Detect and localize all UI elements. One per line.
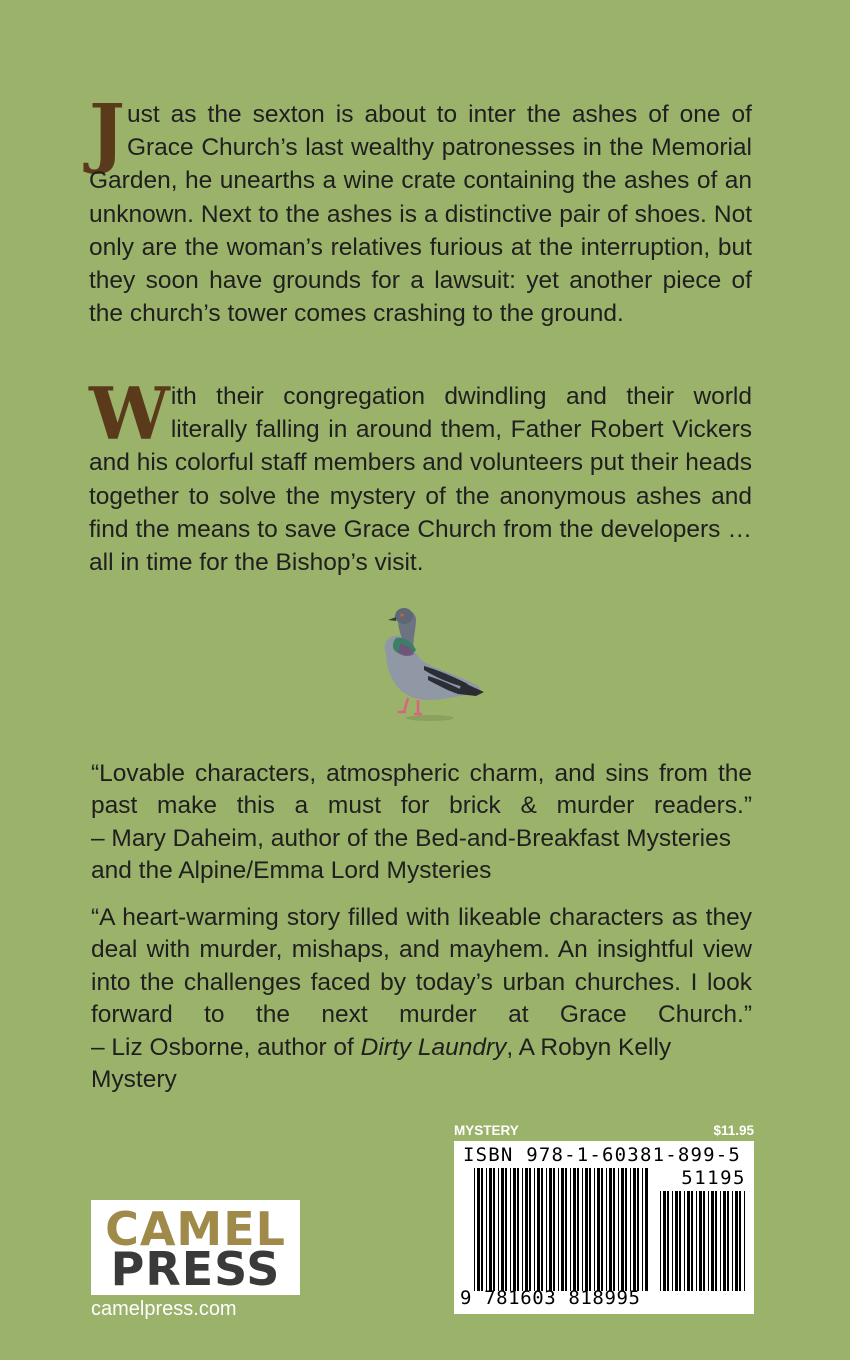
publisher-logo	[91, 1200, 300, 1295]
review-attribution-2	[91, 1032, 752, 1097]
blurb-text-2: ith their congregation dwindling and their world literally falling in around them, Father Robert Vickers and his colorful staff members and volunteers put their heads together to solve the mystery of the anonymous ashes and find the means to save Grace Church from the developers … all in time for the Bishop’s visit.	[89, 383, 752, 577]
pigeon-icon	[372, 604, 488, 722]
review-quote-2: “A heart-warming story filled with likeable characters as they deal with murder, mishaps, and mayhem. An insightful view into the challenges faced by today’s urban churches. I look forward to the next murder at Grace Church.”	[91, 904, 752, 1029]
barcode-panel	[454, 1141, 754, 1314]
drop-cap-w: W	[89, 371, 170, 456]
barcode-block	[454, 1123, 754, 1314]
review-2	[91, 902, 752, 1096]
blurb-text-1: ust as the sexton is about to inter the ashes of one of Grace Church’s last wealthy patronesses in the Memorial Garden, he unearths a wine crate containing the ashes of an unknown. Next to the ashes is a distinctive pair of shoes. Not only are the woman’s relatives furious at the interruption, but they soon have grounds for a lawsuit: yet another piece of the church’s tower comes crashing to the ground.	[89, 101, 752, 328]
price-label: $11.95	[713, 1123, 754, 1138]
publisher-website[interactable]: camelpress.com	[91, 1298, 237, 1320]
ean-number: 9 781603 818995	[460, 1287, 641, 1309]
isbn-number: ISBN 978-1-60381-899-5	[463, 1144, 742, 1166]
attribution-book-title: Dirty Laundry	[360, 1033, 507, 1061]
logo-camel: CAMEL	[105, 1202, 286, 1256]
review-quote-1: “Lovable characters, atmospheric charm, and sins from the past make this a must for brick & murder readers.”	[91, 760, 752, 820]
genre-label: MYSTERY	[454, 1123, 519, 1138]
attribution-prefix: – Liz Osborne, author of	[91, 1033, 361, 1061]
attribution-suffix: , A Robyn Kelly Mystery	[91, 1033, 672, 1094]
review-attribution-1: – Mary Daheim, author of the Bed-and-Breakfast Mysteries and the Alpine/Emma Lord Mysteries	[91, 824, 732, 885]
blurb-paragraph-2	[89, 371, 752, 579]
drop-cap-j: J	[89, 87, 125, 176]
review-1	[91, 758, 752, 888]
blurb-paragraph-1	[89, 87, 752, 330]
logo-press: PRESS	[110, 1242, 281, 1296]
price-addon-code: 51195	[681, 1167, 746, 1189]
